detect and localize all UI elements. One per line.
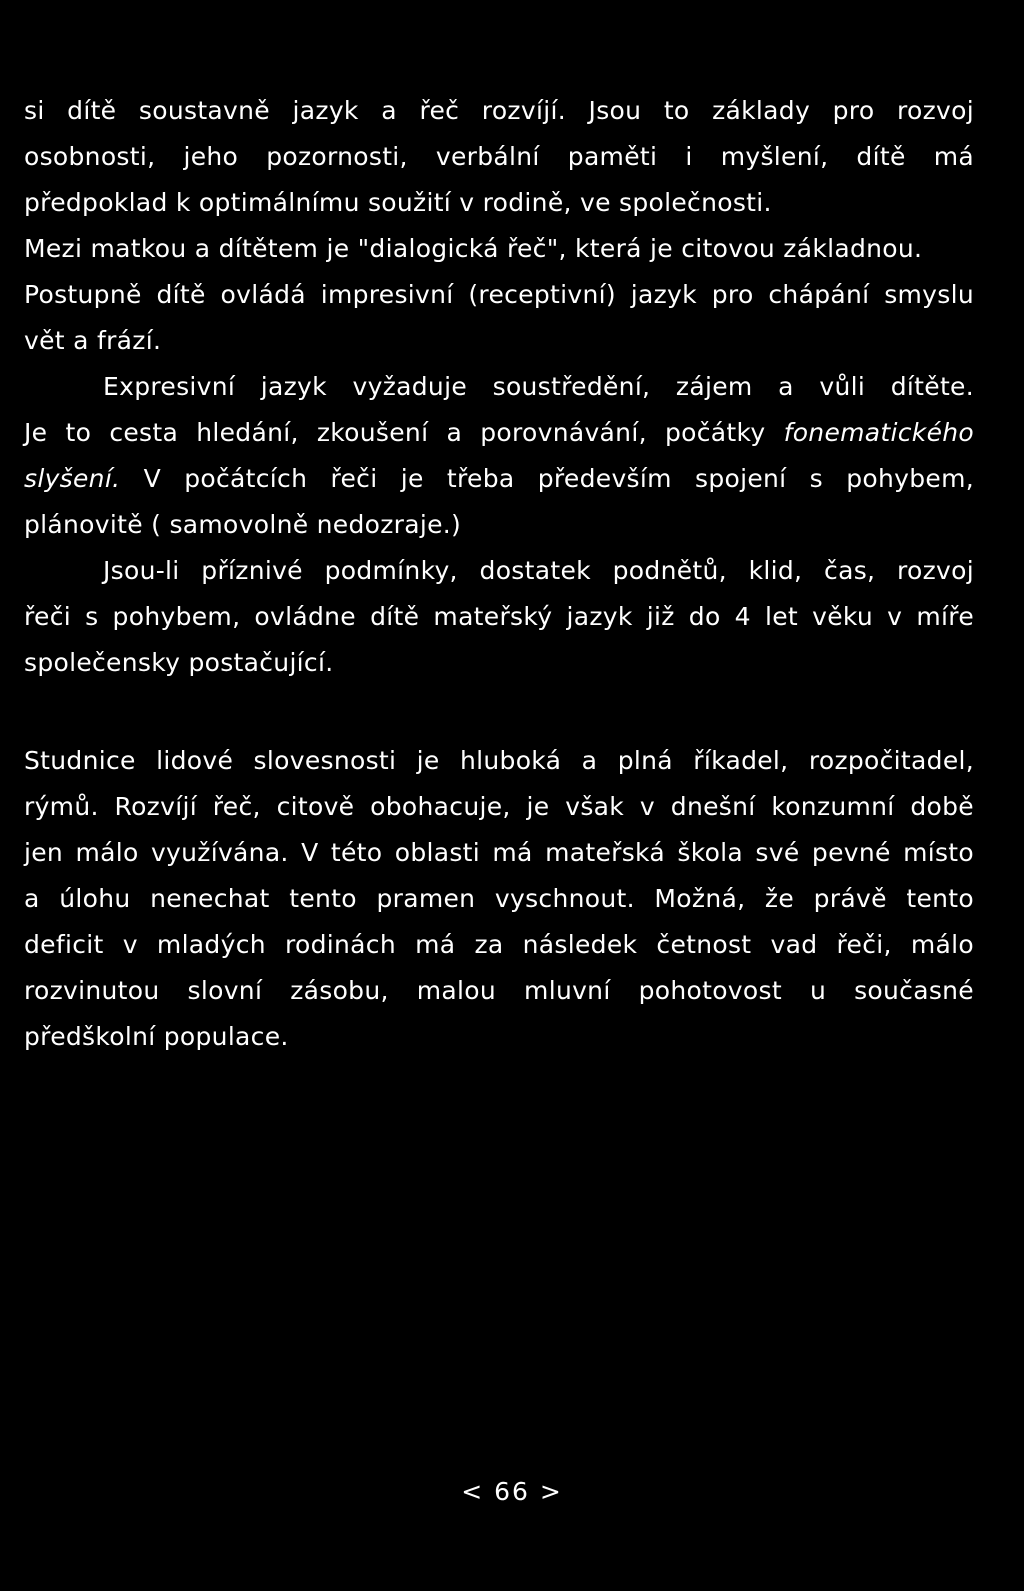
text-line: Expresivní jazyk vyžaduje soustředění, zájem a vůli dítěte. [103, 372, 974, 401]
text-line [24, 456, 974, 502]
text-fragment: Je to cesta hledání, zkoušení a porovnávání, počátky [24, 418, 766, 447]
text-line: Mezi matkou a dítětem je "dialogická řeč", která je citovou základnou. [24, 234, 923, 263]
text-line: Studnice lidové slovesnosti je hluboká a plná říkadel, rozpočitadel, [24, 746, 974, 775]
text-line: rozvinutou slovní zásobu, malou mluvní pohotovost u současné [24, 976, 974, 1005]
text-line: a úlohu nenechat tento pramen vyschnout. Možná, že právě tento [24, 884, 974, 913]
text-line: osobnosti, jeho pozornosti, verbální paměti i myšlení, dítě má [24, 142, 974, 171]
italic-term: slyšení. [24, 464, 121, 493]
text-line: řeči s pohybem, ovládne dítě mateřský jazyk již do 4 let věku v míře [24, 602, 974, 631]
text-line: jen málo využívána. V této oblasti má mateřská škola své pevné místo [24, 838, 974, 867]
text-line: deficit v mladých rodinách má za následek četnost vad řeči, málo [24, 930, 974, 959]
document-body [24, 88, 974, 1060]
text-line: společensky postačující. [24, 648, 334, 677]
text-line: Jsou-li příznivé podmínky, dostatek podnětů, klid, čas, rozvoj [103, 556, 974, 585]
text-fragment: V počátcích řeči je třeba především spojení s pohybem, [143, 464, 974, 493]
text-line: Postupně dítě ovládá impresivní (receptivní) jazyk pro chápání smyslu [24, 280, 974, 309]
page-number: < 66 > [461, 1477, 563, 1506]
italic-term: fonematického [783, 418, 974, 447]
text-line: předškolní populace. [24, 1022, 289, 1051]
text-line: vět a frází. [24, 326, 162, 355]
text-line: předpoklad k optimálnímu soužití v rodině, ve společnosti. [24, 188, 772, 217]
text-line: si dítě soustavně jazyk a řeč rozvíjí. Jsou to základy pro rozvoj [24, 96, 974, 125]
text-line [24, 410, 974, 456]
text-line: plánovitě ( samovolně nedozraje.) [24, 510, 462, 539]
text-line: rýmů. Rozvíjí řeč, citově obohacuje, je však v dnešní konzumní době [24, 792, 974, 821]
paragraph-gap [24, 686, 974, 738]
